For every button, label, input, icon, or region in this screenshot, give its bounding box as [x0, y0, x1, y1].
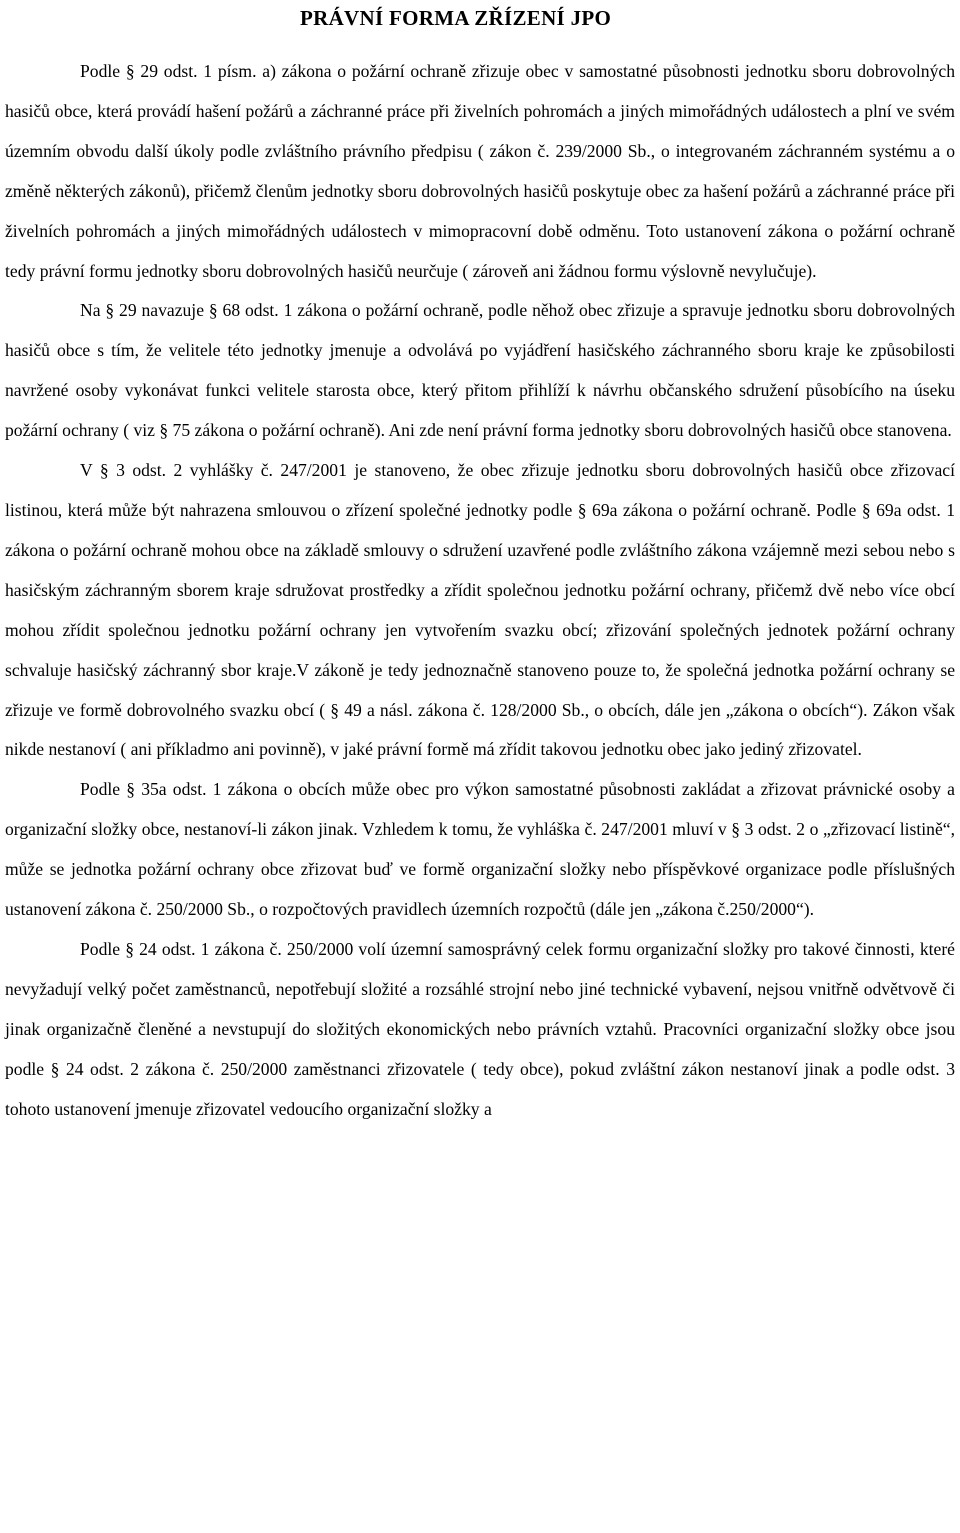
paragraph-1: Podle § 29 odst. 1 písm. a) zákona o požární ochraně zřizuje obec v samostatné působnosti jednotku sboru dobrovolných hasičů obce, která provádí hašení požárů a záchranné práce při živelních pohromách a jiných mimořádných událostech a plní ve svém územním obvodu další úkoly podle zvláštního právního předpisu ( zákon č. 239/2000 Sb., o integrovaném záchranném systému a o změně některých zákonů), přičemž členům jednotky sboru dobrovolných hasičů poskytuje obec za hašení požárů a záchranné práce při živelních pohromách a jiných mimořádných událostech v mimopracovní době odměnu. Toto ustanovení zákona o požární ochraně tedy právní formu jednotky sboru dobrovolných hasičů neurčuje ( zároveň ani žádnou formu výslovně nevylučuje). [5, 61, 955, 281]
paragraph-2: Na § 29 navazuje § 68 odst. 1 zákona o požární ochraně, podle něhož obec zřizuje a spravuje jednotku sboru dobrovolných hasičů obce s tím, že velitele této jednotky jmenuje a odvolává po vyjádření hasičského záchranného sboru kraje ke způsobilosti navržené osoby vykonávat funkci velitele starosta obce, který přitom přihlíží k návrhu občanského sdružení působícího na úseku požární ochrany ( viz § 75 zákona o požární ochraně). Ani zde není právní forma jednotky sboru dobrovolných hasičů obce stanovena. [5, 300, 955, 441]
document-body [5, 52, 955, 1129]
paragraph-4: Podle § 35a odst. 1 zákona o obcích může obec pro výkon samostatné působnosti zakládat a zřizovat právnické osoby a organizační složky obce, nestanoví-li zákon jinak. Vzhledem k tomu, že vyhláška č. 247/2001 mluví v § 3 odst. 2 o „zřizovací listině“, může se jednotka požární ochrany obce zřizovat buď ve formě organizační složky nebo příspěvkové organizace podle příslušných ustanovení zákona č. 250/2000 Sb., o rozpočtových pravidlech územních rozpočtů (dále jen „zákona č.250/2000“). [5, 779, 955, 920]
document-title: PRÁVNÍ FORMA ZŘÍZENÍ JPO [300, 6, 612, 30]
paragraph-5: Podle § 24 odst. 1 zákona č. 250/2000 volí územní samosprávný celek formu organizační složky pro takové činnosti, které nevyžadují velký počet zaměstnanců, nepotřebují složité a rozsáhlé strojní nebo jiné technické vybavení, nejsou vnitřně odvětvově či jinak organizačně členěné a nevstupují do složitých ekonomických nebo právních vztahů. Pracovníci organizační složky obce jsou podle § 24 odst. 2 zákona č. 250/2000 zaměstnanci zřizovatele ( tedy obce), pokud zvláštní zákon nestanoví jinak a podle odst. 3 tohoto ustanovení jmenuje zřizovatel vedoucího organizační složky a [5, 938, 955, 1119]
document-page [5, 0, 955, 1129]
paragraph-3: V § 3 odst. 2 vyhlášky č. 247/2001 je stanoveno, že obec zřizuje jednotku sboru dobrovolných hasičů obce zřizovací listinou, která může být nahrazena smlouvou o zřízení společné jednotky podle § 69a zákona o požární ochraně. Podle § 69a odst. 1 zákona o požární ochraně mohou obce na základě smlouvy o sdružení uzavřené podle zvláštního zákona vzájemně mezi sebou nebo s hasičským záchranným sborem kraje sdružovat prostředky a zřídit společnou jednotku požární ochrany, přičemž dvě nebo více obcí mohou zřídit společnou jednotku požární ochrany jen vytvořením svazku obcí; zřizování společných jednotek požární ochrany schvaluje hasičský záchranný sbor kraje.V zákoně je tedy jednoznačně stanoveno pouze to, že společná jednotka požární ochrany se zřizuje ve formě dobrovolného svazku obcí ( § 49 a násl. zákona č. 128/2000 Sb., o obcích, dále jen „zákona o obcích“). Zákon však nikde nestanoví ( ani příkladmo ani povinně), v jaké právní formě má zřídit takovou jednotku obec jako jediný zřizovatel. [5, 460, 955, 760]
